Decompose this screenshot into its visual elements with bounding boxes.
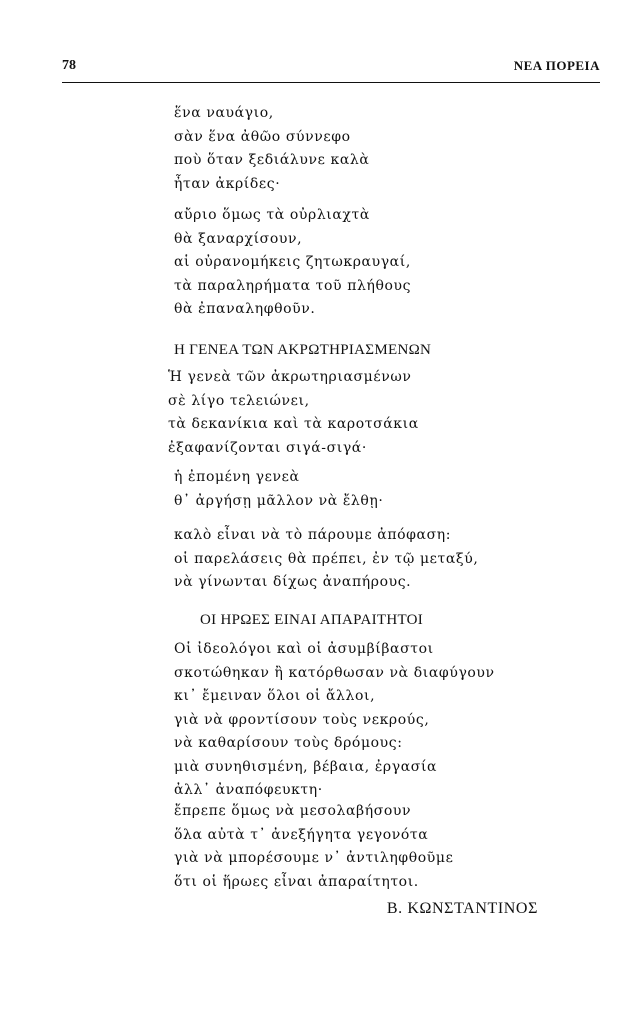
poem2-stanza3: [174, 524, 478, 595]
verse-line: θὰ ἐπαναληφθοῦν.: [174, 301, 316, 317]
poem2-title: Η ΓΕΝΕΑ ΤΩΝ ΑΚΡΩΤΗΡΙΑΣΜΕΝΩΝ: [174, 342, 432, 358]
verse-line: Οἱ ἰδεολόγοι καὶ οἱ ἀσυμβίβαστοι: [174, 641, 434, 657]
header-rule: [62, 82, 600, 83]
poem2-stanza2: [174, 466, 383, 513]
verse-line: αἱ οὐρανομήκεις ζητωκραυγαί,: [174, 254, 411, 270]
verse-line: τὰ παραληρήματα τοῦ πλήθους: [174, 277, 412, 294]
verse-line: θ᾽ ἀργήσῃ μᾶλλον νὰ ἔλθῃ·: [174, 492, 384, 509]
journal-title: ΝΕΑ ΠΟΡΕΙΑ: [513, 58, 600, 73]
verse-line: σὰν ἕνα ἀθῶο σύννεφο: [174, 128, 351, 145]
verse-line: ἔπρεπε ὅμως νὰ μεσολαβήσουν: [174, 803, 412, 819]
verse-line: ἡ ἐπομένη γενεὰ: [174, 469, 300, 485]
poem1-stanza1: [174, 102, 369, 196]
verse-line: γιὰ νὰ μπορέσουμε ν᾽ ἀντιληφθοῦμε: [174, 850, 454, 866]
verse-line: ἀλλ᾽ ἀναπόφευκτη·: [174, 782, 323, 798]
verse-line: γιὰ νὰ φροντίσουν τοὺς νεκρούς,: [174, 711, 430, 728]
poem2-stanza1: [168, 366, 419, 460]
page-header: [62, 58, 600, 82]
verse-line: ἐξαφανίζονται σιγά-σιγά·: [168, 439, 367, 456]
poem3-stanza2: [174, 800, 453, 894]
verse-line: θὰ ξαναρχίσουν,: [174, 230, 303, 247]
verse-line: σκοτώθηκαν ἢ κατόρθωσαν νὰ διαφύγουν: [174, 664, 495, 681]
verse-line: νὰ καθαρίσουν τοὺς δρόμους:: [174, 735, 403, 751]
verse-line: κι᾽ ἔμειναν ὅλοι οἱ ἄλλοι,: [174, 688, 376, 704]
verse-line: μιὰ συνηθισμένη, βέβαια, ἐργασία: [174, 758, 438, 775]
author-signature: Β. ΚΩΝΣΤΑΝΤΙΝΟΣ: [386, 900, 538, 917]
page-number: 78: [62, 58, 76, 73]
poem3-title: ΟΙ ΗΡΩΕΣ ΕΙΝΑΙ ΑΠΑΡΑΙΤΗΤΟΙ: [200, 612, 424, 628]
verse-line: ὅτι οἱ ἥρωες εἶναι ἀπαραίτητοι.: [174, 873, 419, 890]
verse-line: αὔριο ὅμως τὰ οὐρλιαχτὰ: [174, 207, 370, 223]
verse-line: οἱ παρελάσεις θὰ πρέπει, ἐν τῷ μεταξύ,: [174, 550, 479, 567]
verse-line: ἕνα ναυάγιο,: [174, 105, 274, 121]
verse-line: Ἡ γενεὰ τῶν ἀκρωτηριασμένων: [168, 369, 412, 385]
poem3-stanza1: [174, 638, 495, 803]
verse-line: ἦταν ἀκρίδες·: [174, 175, 281, 192]
verse-line: καλὸ εἶναι νὰ τὸ πάρουμε ἀπόφαση:: [174, 527, 452, 543]
verse-line: ποὺ ὅταν ξεδιάλυνε καλὰ: [174, 152, 370, 168]
verse-line: ὅλα αὐτὰ τ᾽ ἀνεξήγητα γεγονότα: [174, 826, 429, 843]
verse-line: νὰ γίνωνται δίχως ἀναπήρους.: [174, 574, 412, 590]
verse-line: σὲ λίγο τελειώνει,: [168, 392, 310, 409]
verse-line: τὰ δεκανίκια καὶ τὰ καροτσάκια: [168, 416, 419, 432]
poem1-stanza2: [174, 204, 411, 322]
